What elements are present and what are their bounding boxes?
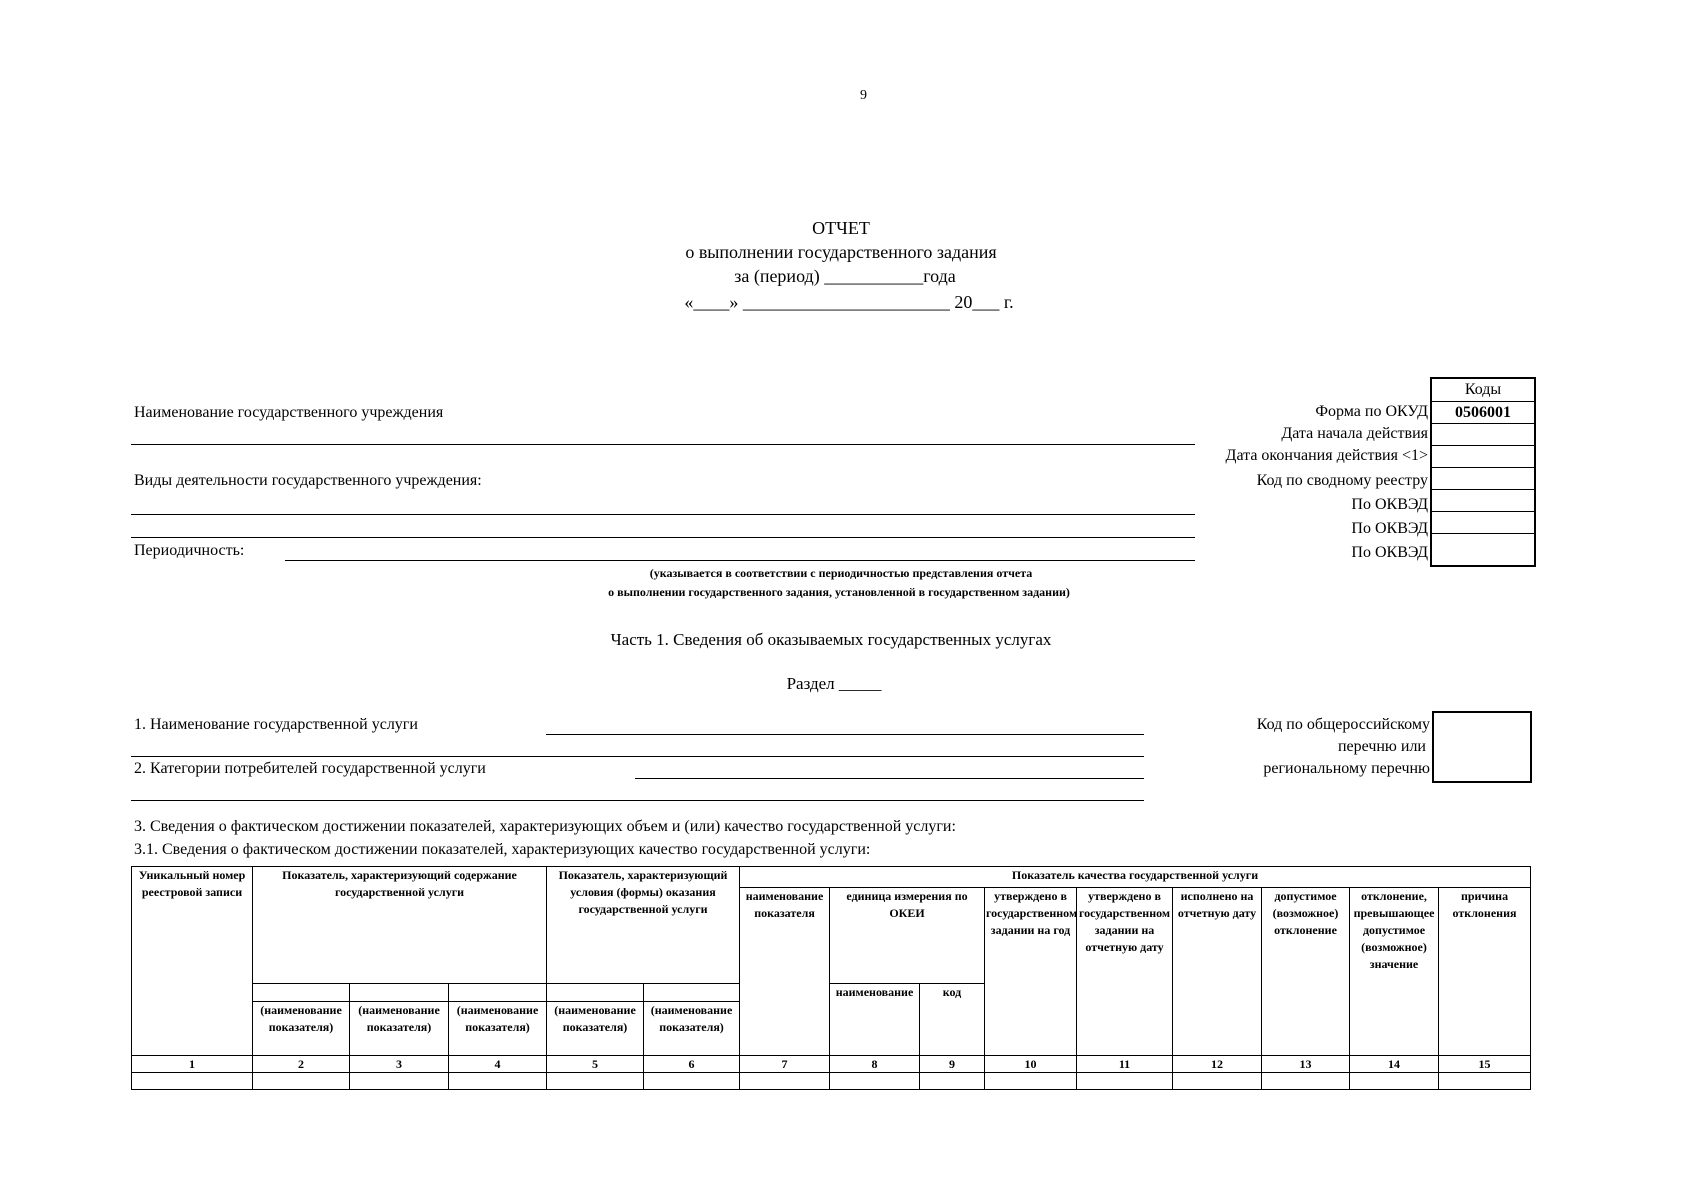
report-period: за (период) ___________года <box>734 266 956 286</box>
col-number: 15 <box>1439 1056 1531 1073</box>
activity-types-line-2[interactable] <box>131 537 1195 538</box>
sub-deviation-header: отклонение, превышающее допустимое (возможное) значение <box>1350 888 1439 1056</box>
sub-executed-header: исполнено на отчетную дату <box>1173 888 1262 1056</box>
col-number: 8 <box>830 1056 920 1073</box>
start-date-label: Дата начала действия <box>1281 425 1428 442</box>
service-code-label-3: региональному перечню <box>1263 760 1430 777</box>
sub-indicator-name-header: наименование показателя <box>740 888 830 1056</box>
report-title: ОТЧЕТ <box>812 218 870 238</box>
periodicity-note-2: о выполнении государственного задания, установленной в государственном задании) <box>608 585 1070 599</box>
table-cell[interactable] <box>547 1073 644 1090</box>
sub-unit-name-header: наименование <box>830 984 920 1056</box>
service-code-box[interactable] <box>1432 711 1532 783</box>
service-code-label-1: Код по общероссийскому <box>1256 716 1430 733</box>
okved-label-3: По ОКВЭД <box>1351 544 1428 561</box>
codes-heading: Коды <box>1464 381 1502 398</box>
col-number: 4 <box>449 1056 547 1073</box>
okud-label: Форма по ОКУД <box>1315 403 1428 420</box>
sub-approved-date-header: утверждено в государственном задании на отчетную дату <box>1077 888 1173 1056</box>
sub-allowed-header: допустимое (возможное) отклонение <box>1262 888 1350 1056</box>
table-cell[interactable] <box>830 1073 920 1090</box>
col-quality-header: Показатель качества государственной услуги <box>740 867 1531 888</box>
consumers-line-2[interactable] <box>131 800 1144 801</box>
institution-name-label: Наименование государственного учреждения <box>134 404 444 421</box>
periodicity-label: Периодичность: <box>134 542 245 559</box>
okved-cell-3[interactable] <box>1432 533 1534 554</box>
table-cell[interactable] <box>253 1073 350 1090</box>
registry-code-cell[interactable] <box>1432 467 1534 489</box>
end-date-label: Дата окончания действия <1> <box>1225 447 1428 464</box>
col-conditions-header: Показатель, характеризующий условия (формы) оказания государственной услуги <box>547 867 740 984</box>
registry-label: Код по сводному реестру <box>1256 472 1428 489</box>
institution-name-line[interactable] <box>131 444 1195 445</box>
table-cell[interactable] <box>1077 1073 1173 1090</box>
col-number: 3 <box>350 1056 449 1073</box>
indicator-name-6: (наименование показателя) <box>644 1002 740 1056</box>
periodicity-note-1: (указывается в соответствии с периодичностью представления отчета <box>649 566 1033 580</box>
table-cell[interactable] <box>449 1073 547 1090</box>
page-number: 9 <box>860 88 867 103</box>
activity-types-label: Виды деятельности государственного учреждения: <box>134 472 482 489</box>
col-number: 12 <box>1173 1056 1262 1073</box>
table-cell[interactable] <box>1350 1073 1439 1090</box>
table-cell[interactable] <box>985 1073 1077 1090</box>
table-cell[interactable] <box>350 1073 449 1090</box>
activity-types-line-1[interactable] <box>131 514 1195 515</box>
quality-indicators-table <box>131 866 1531 1090</box>
service-name-line[interactable] <box>546 734 1144 735</box>
table-cell[interactable] <box>920 1073 985 1090</box>
table-cell[interactable] <box>1439 1073 1531 1090</box>
service-name-label: 1. Наименование государственной услуги <box>134 716 418 733</box>
okved-cell-2[interactable] <box>1432 511 1534 533</box>
okved-cell-1[interactable] <box>1432 489 1534 511</box>
consumers-line[interactable] <box>635 778 1144 779</box>
table-row <box>132 1073 1531 1090</box>
indicator-name-5: (наименование показателя) <box>547 1002 644 1056</box>
col-number: 9 <box>920 1056 985 1073</box>
end-date-cell[interactable] <box>1432 445 1534 467</box>
content-blank-1[interactable] <box>253 984 350 1002</box>
indicators-heading: 3. Сведения о фактическом достижении показателей, характеризующих объем и (или) качество государственной услуги: <box>134 818 956 835</box>
indicator-name-4: (наименование показателя) <box>449 1002 547 1056</box>
table-cell[interactable] <box>1173 1073 1262 1090</box>
periodicity-line[interactable] <box>285 560 1195 561</box>
col-number: 10 <box>985 1056 1077 1073</box>
part-title: Часть 1. Сведения об оказываемых государственных услугах <box>610 630 1052 649</box>
col-number: 7 <box>740 1056 830 1073</box>
indicator-name-2: (наименование показателя) <box>253 1002 350 1056</box>
col-number: 14 <box>1350 1056 1439 1073</box>
col-content-header: Показатель, характеризующий содержание государственной услуги <box>253 867 547 984</box>
okved-label-1: По ОКВЭД <box>1351 496 1428 513</box>
service-code-label-2: перечню или <box>1337 738 1426 755</box>
content-blank-2[interactable] <box>350 984 449 1002</box>
table-cell[interactable] <box>740 1073 830 1090</box>
quality-indicators-heading: 3.1. Сведения о фактическом достижении показателей, характеризующих качество государственной услуги: <box>134 841 871 858</box>
report-subtitle: о выполнении государственного задания <box>685 242 997 262</box>
col-number: 13 <box>1262 1056 1350 1073</box>
okved-label-2: По ОКВЭД <box>1351 520 1428 537</box>
service-name-line-2[interactable] <box>131 756 1144 757</box>
consumers-label: 2. Категории потребителей государственной услуги <box>134 760 486 777</box>
col-number: 5 <box>547 1056 644 1073</box>
table-cell[interactable] <box>132 1073 253 1090</box>
indicator-name-3: (наименование показателя) <box>350 1002 449 1056</box>
okud-code: 0506001 <box>1432 401 1534 423</box>
col-number: 1 <box>132 1056 253 1073</box>
col-number: 2 <box>253 1056 350 1073</box>
start-date-cell[interactable] <box>1432 423 1534 445</box>
sub-approved-year-header: утверждено в государственном задании на год <box>985 888 1077 1056</box>
col-number: 11 <box>1077 1056 1173 1073</box>
col-unique-header: Уникальный номер реестровой записи <box>132 867 253 1056</box>
table-cell[interactable] <box>1262 1073 1350 1090</box>
table-cell[interactable] <box>644 1073 740 1090</box>
sub-unit-code-header: код <box>920 984 985 1056</box>
conditions-blank-1[interactable] <box>547 984 644 1002</box>
col-number: 6 <box>644 1056 740 1073</box>
report-date: «____» _______________________ 20___ г. <box>684 292 1014 312</box>
sub-unit-header: единица измерения по ОКЕИ <box>830 888 985 984</box>
sub-reason-header: причина отклонения <box>1439 888 1531 1056</box>
codes-box <box>1430 377 1536 567</box>
content-blank-3[interactable] <box>449 984 547 1002</box>
section-label: Раздел _____ <box>786 674 882 693</box>
conditions-blank-2[interactable] <box>644 984 740 1002</box>
